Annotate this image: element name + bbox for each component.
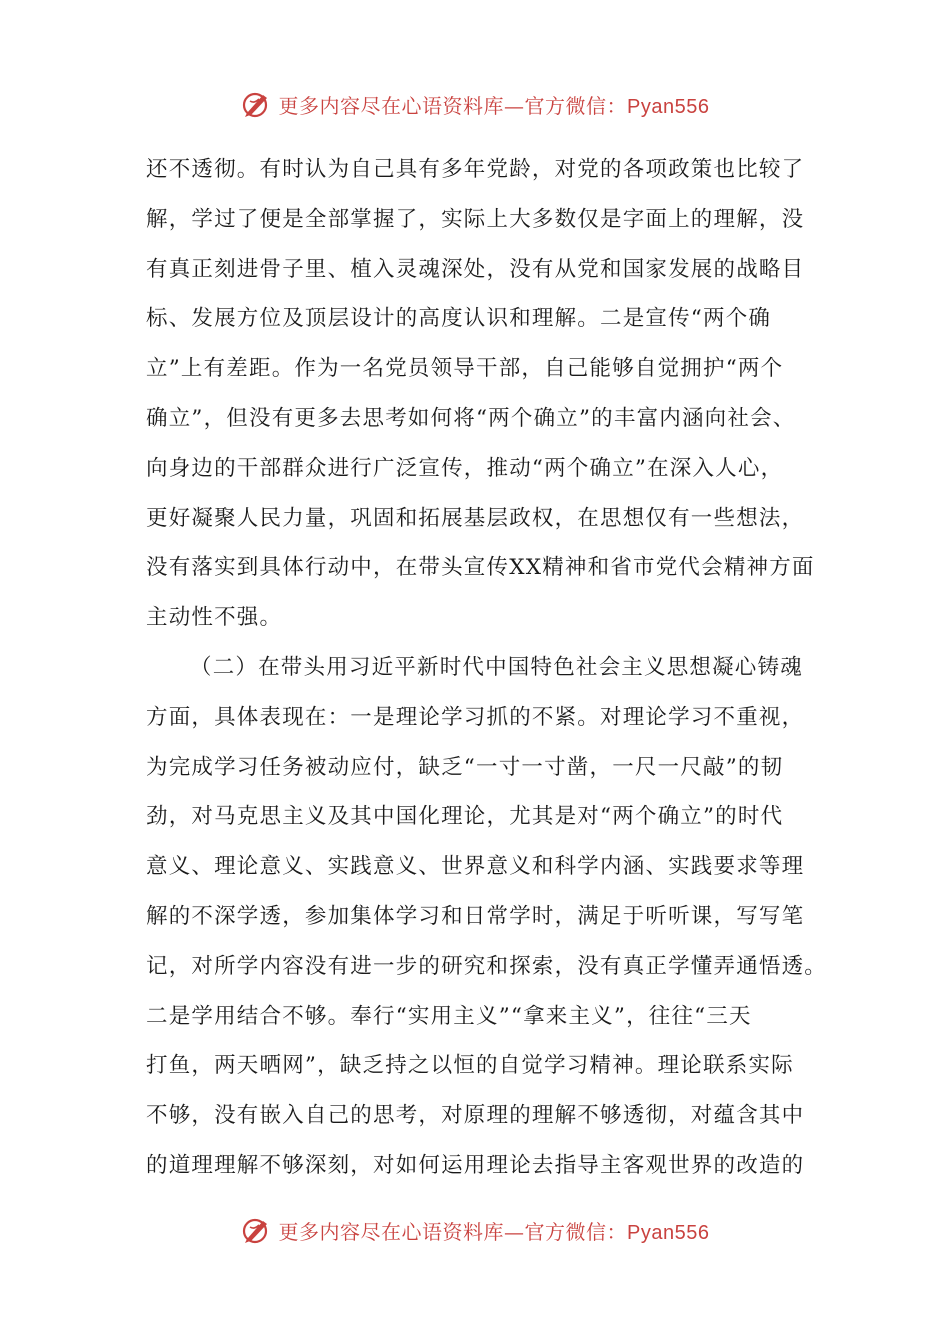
- text-line: 主动性不强。: [146, 605, 283, 631]
- text-line: 解，学过了便是全部掌握了，实际上大多数仅是字面上的理解，没: [146, 206, 805, 232]
- text-line: 解的不深学透，参加集体学习和日常学时，满足于听听课，写写笔: [146, 903, 805, 929]
- footer-banner: [0, 1210, 950, 1250]
- header-banner-text: 更多内容尽在心语资料库—官方微信：Pyan556: [278, 93, 710, 118]
- text-line: 二是学用结合不够。奉行“实用主义”“拿来主义”，往往“三天: [146, 1003, 752, 1029]
- footer-wechat-id: Pyan556: [627, 1221, 710, 1244]
- text-line: 意义、理论意义、实践意义、世界意义和科学内涵、实践要求等理: [146, 854, 805, 880]
- text-line: 打鱼，两天晒网”，缺乏持之以恒的自觉学习精神。理论联系实际: [146, 1053, 794, 1079]
- text-line: 标、发展方位及顶层设计的高度认识和理解。二是宣传“两个确: [146, 306, 772, 332]
- text-line: 立”上有差距。作为一名党员领导干部，自己能够自觉拥护“两个: [146, 356, 784, 382]
- text-line: 向身边的干部群众进行广泛宣传，推动“两个确立”在深入人心，: [146, 455, 784, 481]
- text-line: 还不透彻。有时认为自己具有多年党龄，对党的各项政策也比较了: [146, 157, 805, 182]
- text-line: 不够，没有嵌入自己的思考，对原理的理解不够透彻，对蕴含其中: [146, 1103, 805, 1129]
- text-line: 劲，对马克思主义及其中国化理论，尤其是对“两个确立”的时代: [146, 804, 784, 830]
- text-line: 更好凝聚人民力量，巩固和拓展基层政权，在思想仅有一些想法，: [146, 505, 805, 531]
- section-heading-line: （二）在带头用习近平新时代中国特色社会主义思想凝心铸魂: [190, 654, 803, 680]
- text-line: 没有落实到具体行动中，在带头宣传XX精神和省市党代会精神方面: [146, 555, 815, 581]
- text-line: 方面，具体表现在：一是理论学习抓的不紧。对理论学习不重视，: [146, 704, 805, 730]
- text-line: 确立”，但没有更多去思考如何将“两个确立”的丰富内涵向社会、: [146, 405, 796, 431]
- pen-circle-logo-icon: [241, 1215, 271, 1245]
- footer-banner-text: 更多内容尽在心语资料库—官方微信：Pyan556: [278, 1219, 710, 1244]
- document-body: [146, 145, 828, 1191]
- text-line: 有真正刻进骨子里、植入灵魂深处，没有从党和国家发展的战略目: [146, 256, 805, 282]
- text-line: 的道理理解不够深刻，对如何运用理论去指导主客观世界的改造的: [146, 1152, 805, 1178]
- text-line: 记，对所学内容没有进一步的研究和探索，没有真正学懂弄通悟透。: [146, 953, 828, 979]
- pen-circle-logo-icon: [241, 89, 271, 119]
- header-banner: [0, 84, 950, 124]
- text-line: 为完成学习任务被动应付，缺乏“一寸一寸凿，一尺一尺敲”的韧: [146, 754, 784, 780]
- header-wechat-id: Pyan556: [627, 95, 710, 118]
